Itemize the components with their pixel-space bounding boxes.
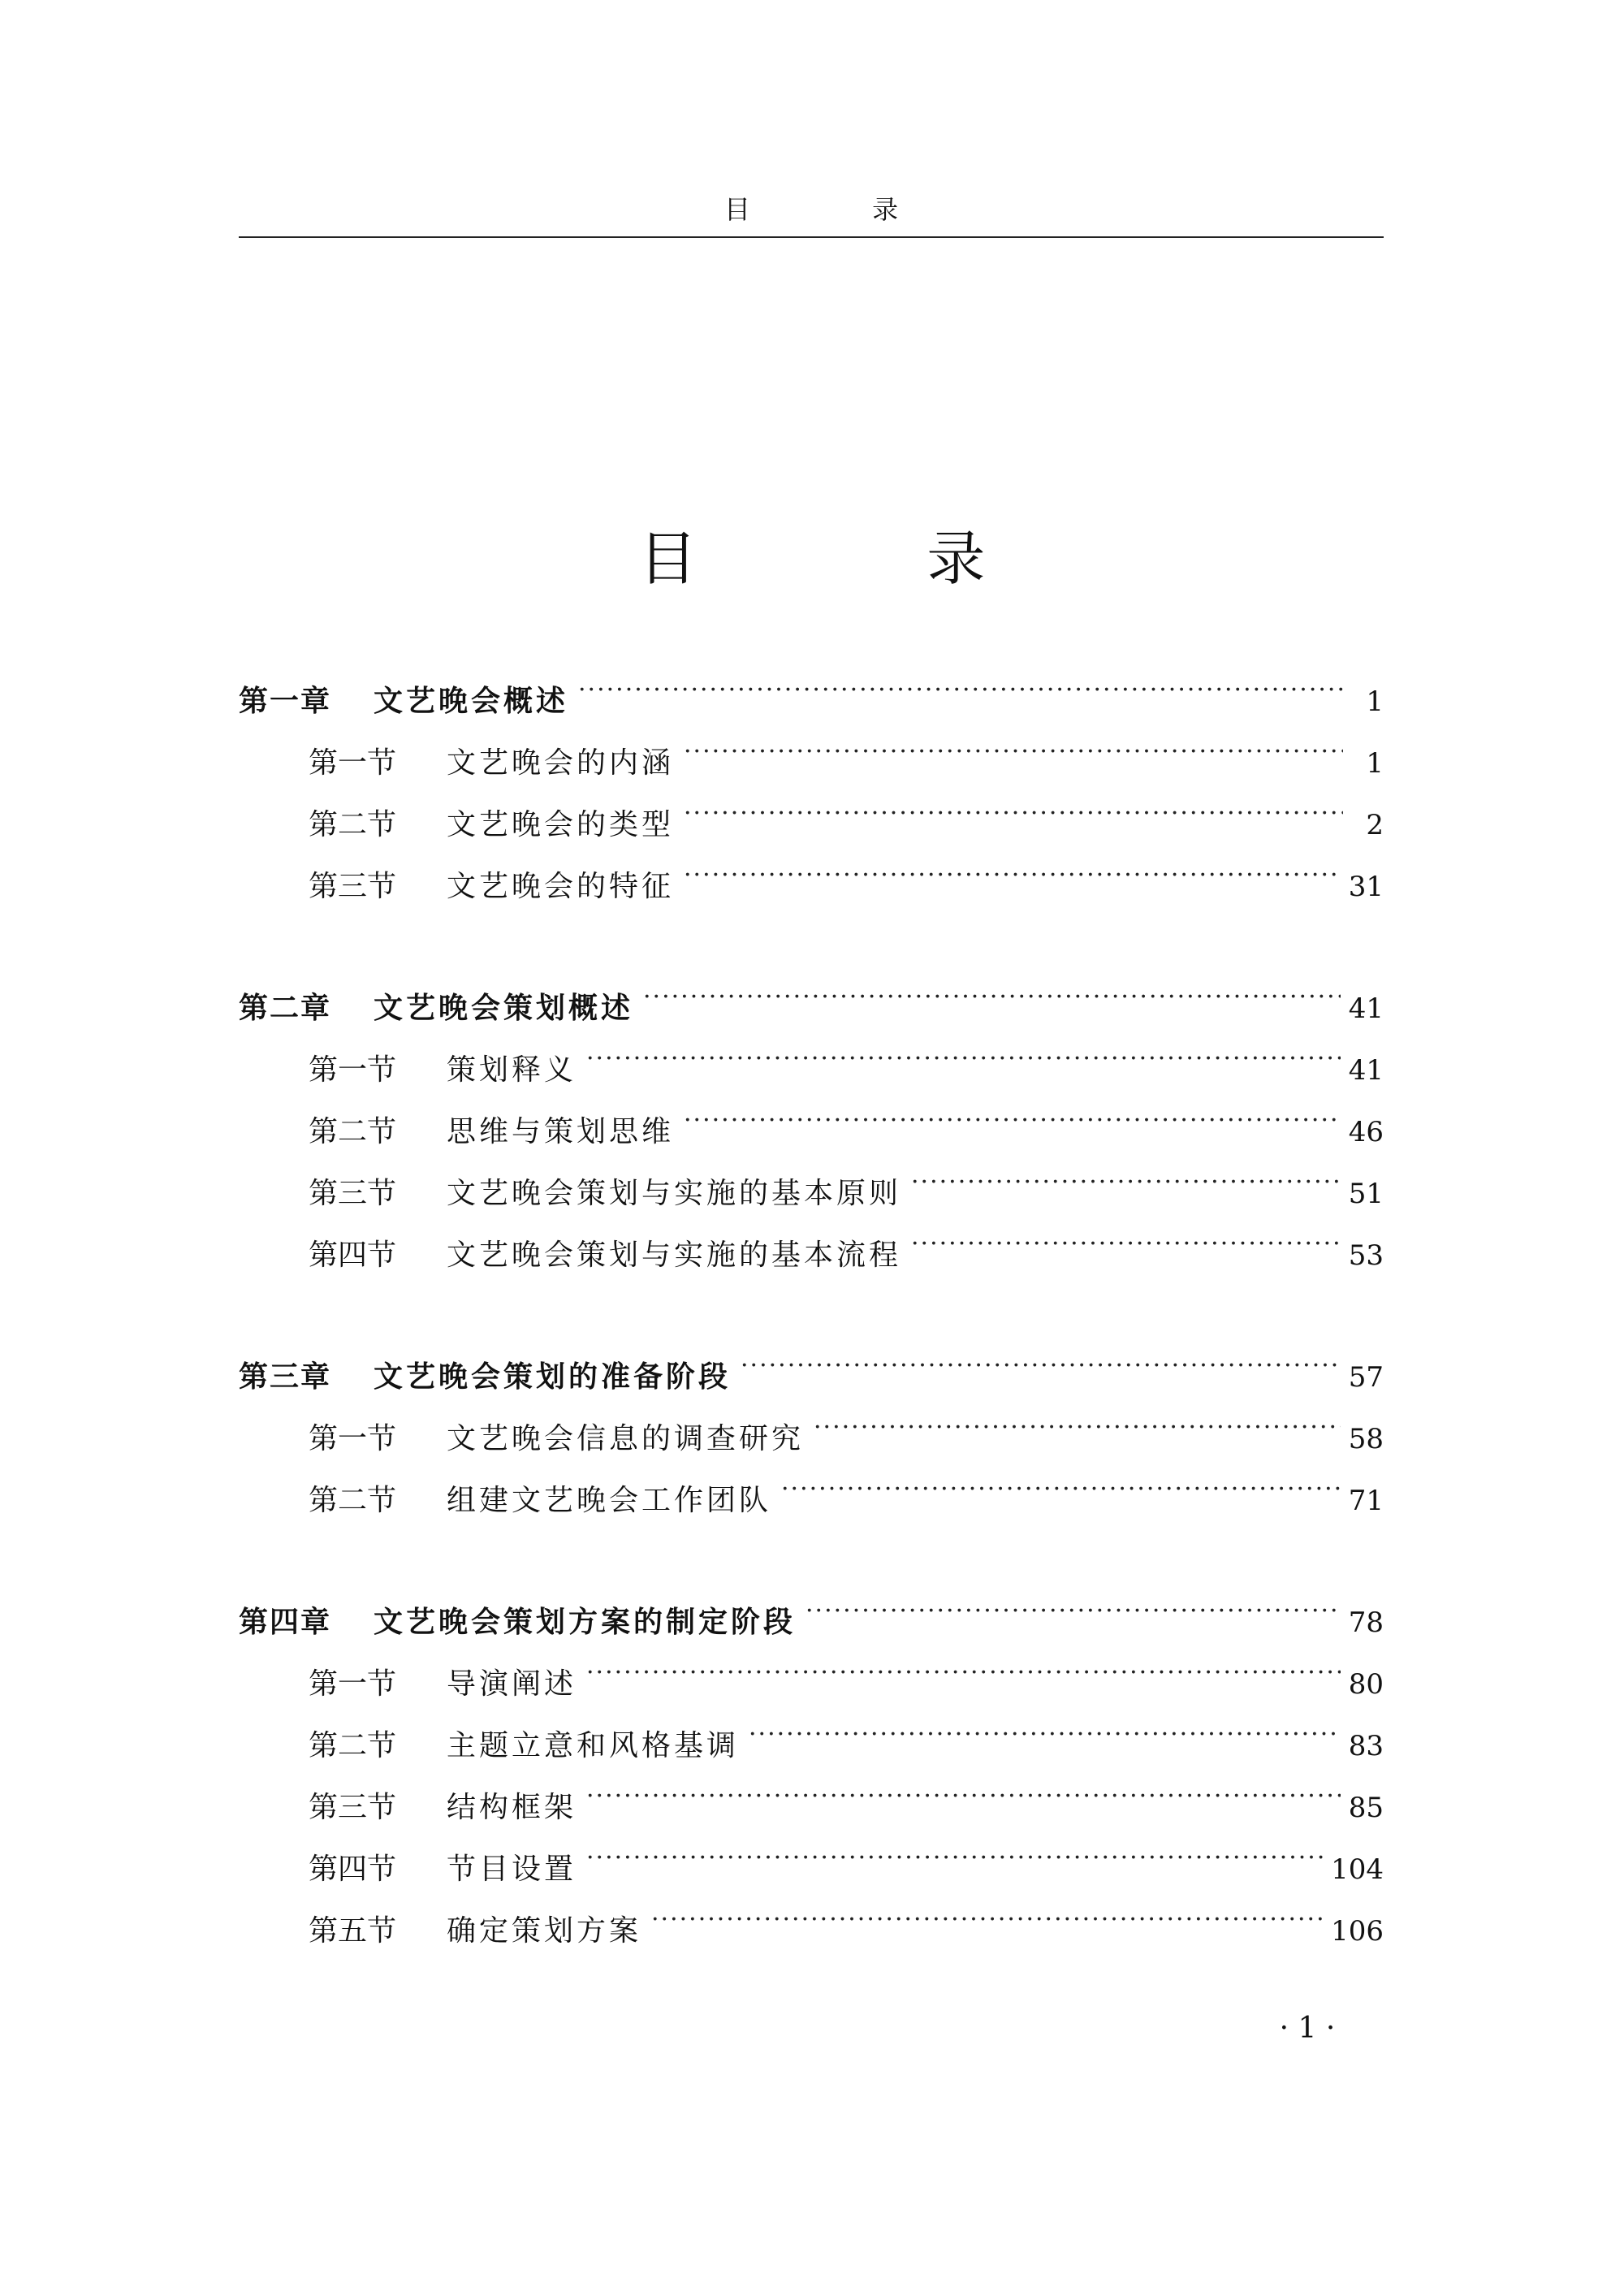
toc-section-2-3[interactable] (239, 1154, 1384, 1210)
leader-dots (911, 1216, 1341, 1265)
section-number: 第一节 (309, 746, 397, 780)
toc-section-2-2[interactable] (239, 1092, 1384, 1148)
toc-section-4-3[interactable] (239, 1768, 1384, 1824)
leader-dots (806, 1583, 1341, 1632)
section-number: 第一节 (309, 1053, 397, 1087)
table-of-contents (239, 0, 1384, 2270)
leader-dots (684, 724, 1343, 772)
page-number: 83 (1348, 1730, 1384, 1762)
leader-dots (911, 1154, 1341, 1203)
toc-chapter-4[interactable] (239, 1583, 1384, 1639)
section-title: 主题立意和风格基调 (447, 1729, 740, 1762)
leader-dots (586, 1031, 1341, 1079)
section-number: 第二节 (309, 1729, 397, 1762)
page-number: 57 (1348, 1361, 1384, 1394)
section-title: 文艺晚会策划与实施的基本原则 (447, 1177, 902, 1210)
toc-section-2-1[interactable] (239, 1031, 1384, 1087)
leader-dots (586, 1768, 1341, 1817)
page-number: 1 (1366, 747, 1384, 780)
section-title: 文艺晚会的特征 (447, 870, 675, 903)
page-number: 80 (1348, 1668, 1384, 1701)
section-number: 第三节 (309, 870, 397, 903)
leader-dots (741, 1338, 1341, 1386)
chapter-title: 文艺晚会策划的准备阶段 (374, 1360, 732, 1394)
chapter-number: 第一章 (239, 685, 332, 718)
toc-title: 目 录 (638, 525, 1091, 594)
page-number: 104 (1331, 1853, 1384, 1886)
section-title: 节目设置 (447, 1853, 577, 1886)
page-number: 106 (1331, 1915, 1384, 1948)
leader-dots (684, 1092, 1341, 1141)
toc-section-4-1[interactable] (239, 1645, 1384, 1701)
section-number: 第三节 (309, 1791, 397, 1824)
section-number: 第二节 (309, 808, 397, 841)
section-number: 第一节 (309, 1667, 397, 1701)
section-title: 文艺晚会信息的调查研究 (447, 1422, 805, 1455)
page-number: 71 (1348, 1485, 1384, 1517)
leader-dots (814, 1399, 1341, 1448)
page-number: 85 (1348, 1792, 1384, 1824)
page-number: 41 (1348, 1054, 1384, 1087)
section-title: 文艺晚会策划与实施的基本流程 (447, 1239, 902, 1272)
section-title: 文艺晚会的内涵 (447, 746, 675, 780)
page-number: 41 (1348, 992, 1384, 1025)
section-title: 组建文艺晚会工作团队 (447, 1484, 772, 1517)
page-number: 46 (1348, 1116, 1384, 1148)
chapter-title: 文艺晚会概述 (374, 685, 569, 718)
section-title: 文艺晚会的类型 (447, 808, 675, 841)
section-title: 结构框架 (447, 1791, 577, 1824)
toc-section-4-4[interactable] (239, 1830, 1384, 1886)
section-title: 策划释义 (447, 1053, 577, 1087)
section-number: 第四节 (309, 1239, 397, 1272)
toc-section-3-1[interactable] (239, 1399, 1384, 1455)
section-number: 第一节 (309, 1422, 397, 1455)
page-number: 51 (1348, 1178, 1384, 1210)
page-number: 2 (1366, 809, 1384, 841)
leader-dots (643, 969, 1341, 1018)
toc-chapter-1[interactable] (239, 662, 1384, 718)
leader-dots (684, 785, 1343, 834)
page-number: 78 (1348, 1606, 1384, 1639)
toc-section-4-2[interactable] (239, 1706, 1384, 1762)
page-number: 1 (1366, 685, 1384, 718)
section-number: 第二节 (309, 1484, 397, 1517)
section-title: 确定策划方案 (447, 1914, 642, 1948)
page-number: 58 (1348, 1423, 1384, 1455)
toc-section-4-5[interactable] (239, 1892, 1384, 1948)
leader-dots (586, 1645, 1341, 1693)
page-number: 31 (1348, 871, 1384, 903)
section-number: 第五节 (309, 1914, 397, 1948)
section-number: 第四节 (309, 1853, 397, 1886)
toc-section-1-2[interactable] (239, 785, 1384, 841)
toc-section-1-1[interactable] (239, 724, 1384, 780)
leader-dots (749, 1706, 1341, 1755)
chapter-number: 第四章 (239, 1606, 332, 1639)
section-title: 导演阐述 (447, 1667, 577, 1701)
toc-chapter-2[interactable] (239, 969, 1384, 1025)
page-folio: · 1 · (1279, 2012, 1336, 2045)
toc-section-3-2[interactable] (239, 1461, 1384, 1517)
toc-section-1-3[interactable] (239, 847, 1384, 903)
leader-dots (578, 662, 1343, 711)
leader-dots (586, 1830, 1323, 1879)
section-number: 第二节 (309, 1115, 397, 1148)
chapter-title: 文艺晚会策划方案的制定阶段 (374, 1606, 797, 1639)
leader-dots (684, 847, 1341, 896)
chapter-number: 第二章 (239, 992, 332, 1025)
section-number: 第三节 (309, 1177, 397, 1210)
toc-chapter-3[interactable] (239, 1338, 1384, 1394)
running-head: 目 录 (723, 194, 956, 225)
leader-dots (651, 1892, 1323, 1940)
page-number: 53 (1348, 1239, 1384, 1272)
section-title: 思维与策划思维 (447, 1115, 675, 1148)
chapter-number: 第三章 (239, 1360, 332, 1394)
toc-section-2-4[interactable] (239, 1216, 1384, 1272)
chapter-title: 文艺晚会策划概述 (374, 992, 634, 1025)
leader-dots (781, 1461, 1341, 1510)
